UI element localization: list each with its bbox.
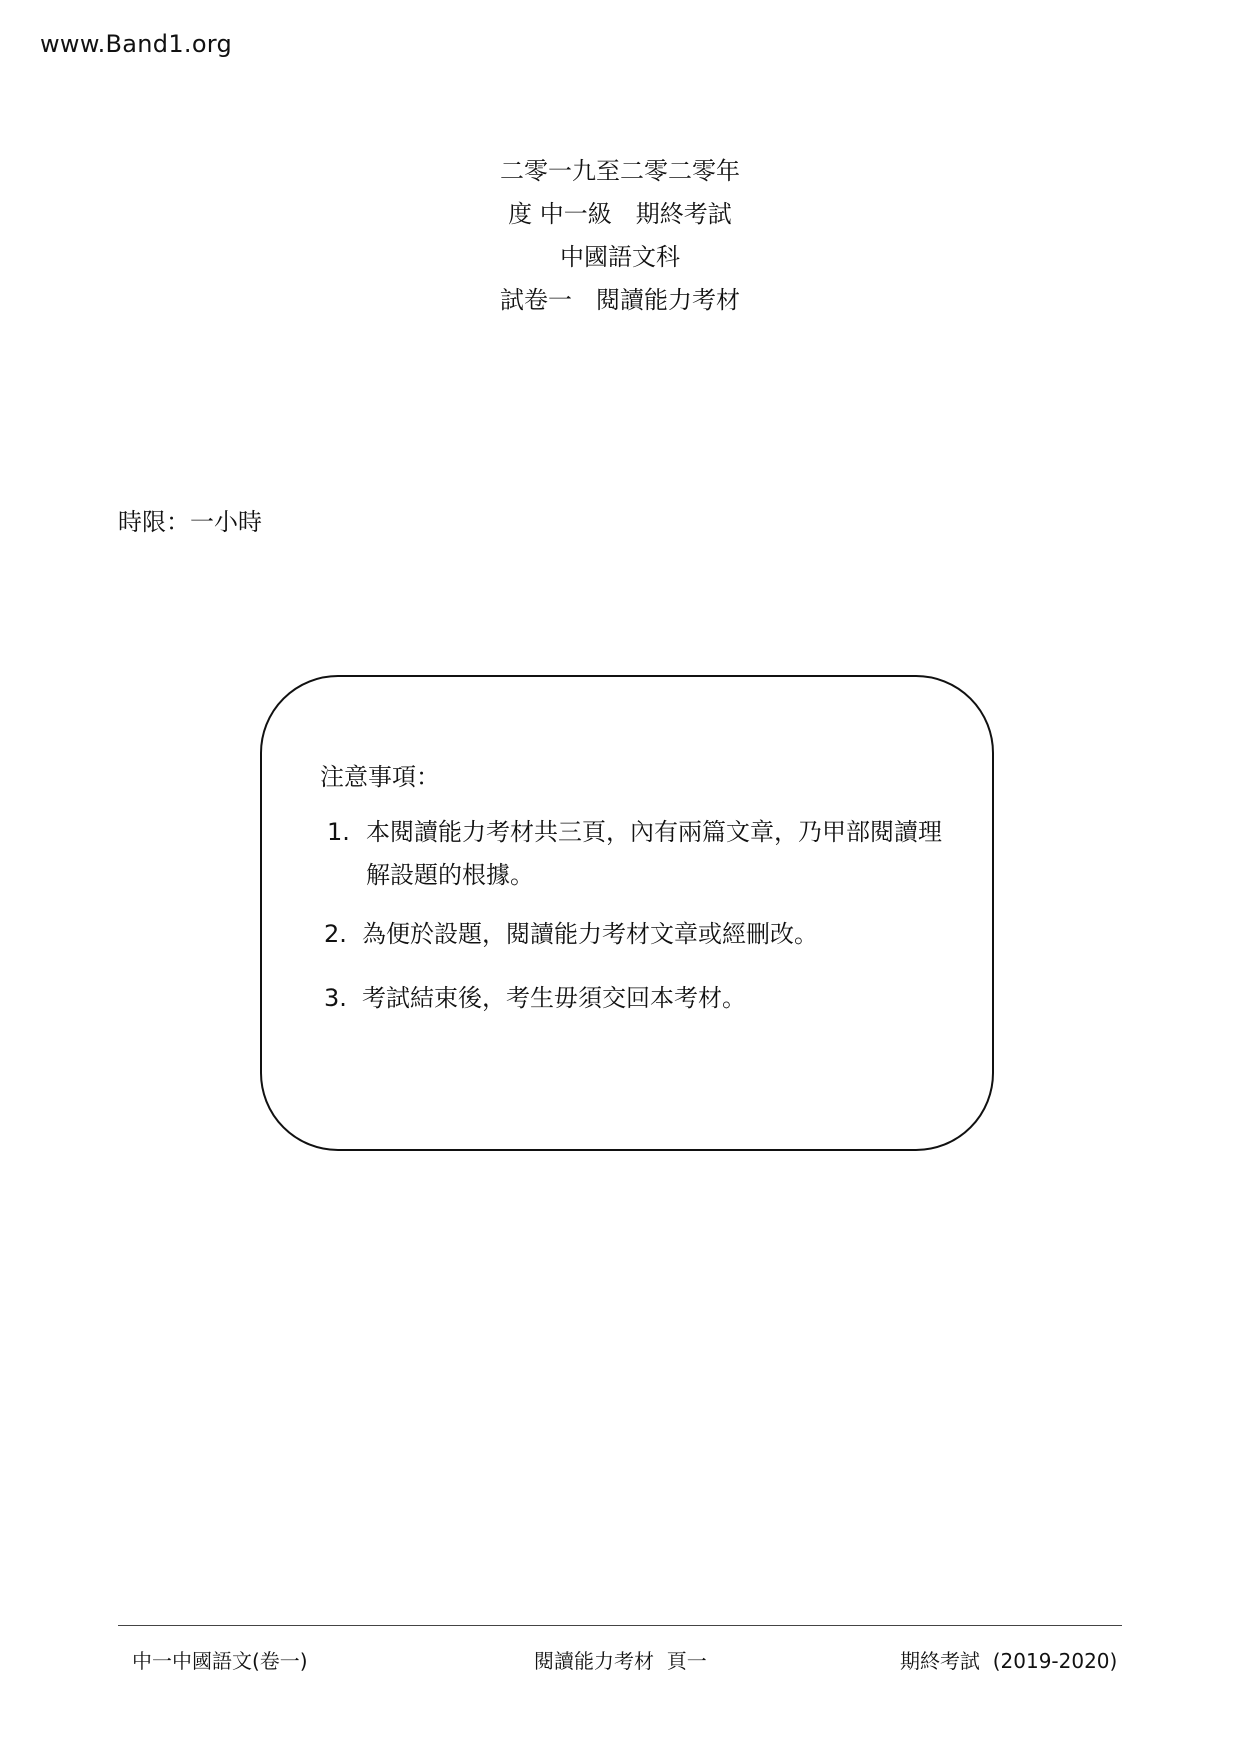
title-line-paper: 試卷一 閱讀能力考材 — [500, 286, 740, 314]
footer-divider — [118, 1625, 1122, 1626]
website-watermark: www.Band1.org — [40, 30, 233, 58]
notice-item-text: 本閱讀能力考材共三頁，內有兩篇文章，乃甲部閱讀理解設題的根據。 — [366, 818, 942, 889]
title-line-exam-name: 度 中一級 期終考試 — [508, 200, 732, 228]
notice-heading: 注意事項： — [320, 763, 440, 791]
title-line-academic-year: 二零一九至二零二零年 — [500, 157, 740, 185]
notice-item-number: 2. — [324, 920, 347, 948]
notice-item-text: 為便於設題，閱讀能力考材文章或經刪改。 — [362, 920, 818, 948]
notice-item-number: 3. — [324, 984, 347, 1012]
title-line-subject: 中國語文科 — [560, 243, 680, 271]
notice-item — [324, 913, 944, 956]
time-limit: 時限：一小時 — [118, 508, 262, 536]
notice-box — [260, 675, 994, 1151]
notice-item — [324, 811, 944, 897]
footer-page-label: 閱讀能力考材 頁一 — [534, 1649, 707, 1673]
notice-item-number: 1. — [327, 818, 350, 846]
notice-item-text: 考試結束後，考生毋須交回本考材。 — [362, 984, 746, 1012]
exam-title — [0, 150, 1240, 322]
footer-exam-year: 期終考試 (2019-2020) — [900, 1649, 1118, 1673]
footer-paper-label: 中一中國語文(卷一) — [132, 1649, 308, 1673]
notice-item — [324, 977, 944, 1020]
